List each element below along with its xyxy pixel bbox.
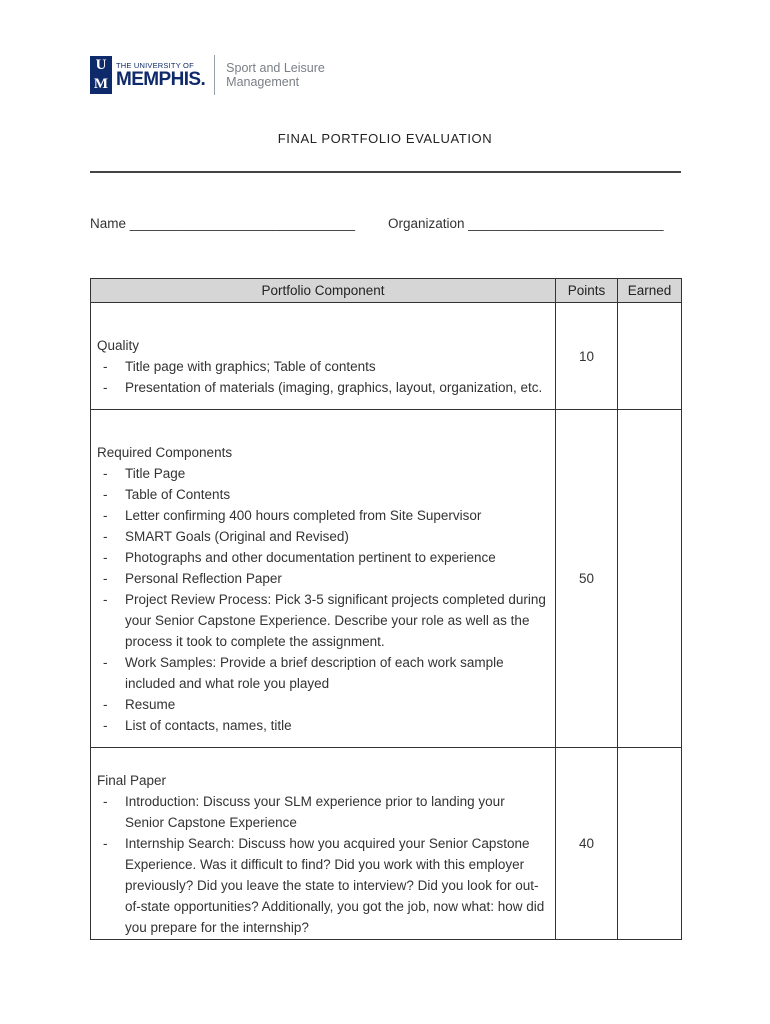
title-rule [90,171,681,173]
um-logo-mark [90,56,112,94]
section-title: Required Components [97,444,233,460]
list-item: - Work Samples: Provide a brief description of each work sample included and what role you played [97,652,547,694]
table-header-row [91,279,682,303]
list-item: - Internship Search: Discuss how you acquired your Senior Capstone Experience. Was it difficult to find? Did you work with this employer previously? Did you leave the state to interview? Did you look for out-of-state opportunities? Additionally, you got the job, now what: how did you prepare for the internship? [97,833,547,938]
component-cell [91,410,556,748]
logo-divider [214,55,215,95]
university-small-text: THE UNIVERSITY OF [116,60,194,70]
university-name: MEMPHIS. [116,68,206,90]
list-item: - Letter confirming 400 hours completed from Site Supervisor [97,505,547,526]
section-title: Quality [97,337,140,353]
evaluation-table [90,278,682,940]
earned-cell[interactable] [618,303,682,410]
section-title: Final Paper [97,772,167,788]
header-earned: Earned [618,279,682,303]
list-item: - Title page with graphics; Table of contents [97,356,547,377]
component-cell [91,303,556,410]
list-item: - Table of Contents [97,484,547,505]
university-logo [90,55,325,95]
points-cell: 10 [556,303,618,410]
university-wordmark [116,61,205,90]
table-row-quality [91,303,682,410]
table-row-final-paper [91,748,682,940]
list-item: - Presentation of materials (imaging, graphics, layout, organization, etc. [97,377,547,398]
component-list [97,463,547,736]
list-item: - Introduction: Discuss your SLM experience prior to landing your Senior Capstone Experience [97,791,547,833]
list-item: - SMART Goals (Original and Revised) [97,526,547,547]
list-item: - Project Review Process: Pick 3-5 significant projects completed during your Senior Capstone Experience. Describe your role as well as the process it took to complete the assignment. [97,589,547,652]
points-cell: 50 [556,410,618,748]
name-field[interactable]: Name ______________________________ [90,216,356,231]
logo-mark-m: M [93,76,109,92]
header-points: Points [556,279,618,303]
department-name [226,61,325,89]
header-portfolio-component: Portfolio Component [91,279,556,303]
document-title: FINAL PORTFOLIO EVALUATION [277,131,493,146]
earned-cell[interactable] [618,748,682,940]
logo-mark-u: U [95,57,107,73]
earned-cell[interactable] [618,410,682,748]
component-list [97,356,547,398]
component-cell [91,748,556,940]
table-row-required-components [91,410,682,748]
list-item: - Title Page [97,463,547,484]
list-item: - Photographs and other documentation pertinent to experience [97,547,547,568]
department-line-2: Management [226,75,300,89]
list-item: - List of contacts, names, title [97,715,547,736]
organization-field[interactable]: Organization __________________________ [388,216,664,231]
component-list [97,791,547,938]
list-item: - Personal Reflection Paper [97,568,547,589]
list-item: - Resume [97,694,547,715]
department-line-1: Sport and Leisure [226,61,325,75]
points-cell: 40 [556,748,618,940]
